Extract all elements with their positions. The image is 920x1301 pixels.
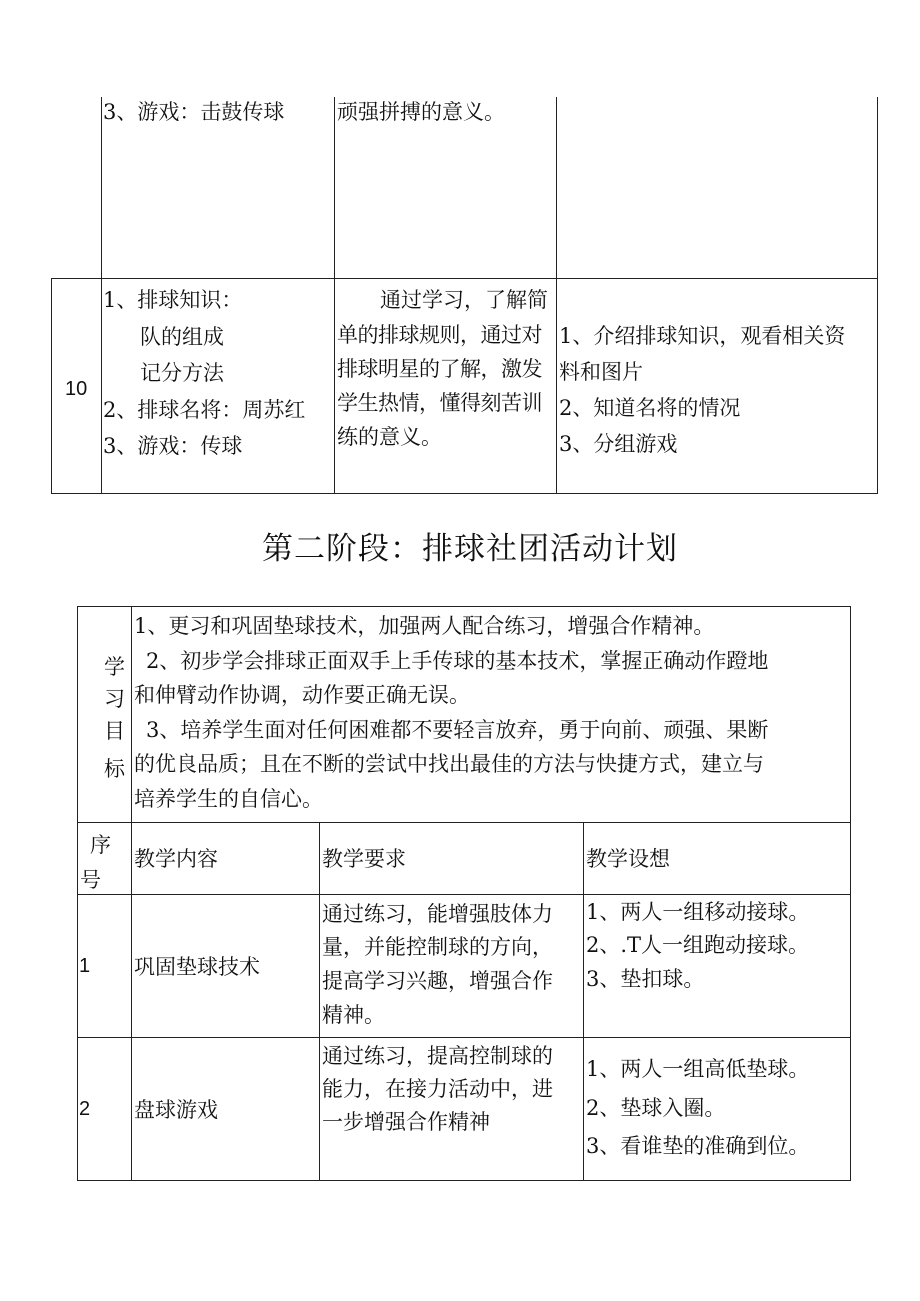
- goal-line: 和伸臂动作协调，动作要正确无误。: [134, 683, 470, 707]
- header-content: 教学内容: [134, 847, 218, 871]
- goal-line: 培养学生的自信心。: [134, 787, 323, 811]
- row-number: 1: [79, 955, 91, 977]
- table-cell: 3、游戏：击鼓传球: [103, 100, 285, 124]
- table-cell-line: 学生热情，懂得刻苦训: [337, 391, 542, 415]
- row-number: 2: [79, 1098, 91, 1120]
- table-cell-line: 队的组成: [140, 325, 224, 349]
- goal-line: 2、初步学会排球正面双手上手传球的基本技术，掌握正确动作蹬地: [146, 649, 769, 673]
- row-requirement-line: 一步增强合作精神: [322, 1110, 490, 1134]
- table-cell-line: 练的意义。: [337, 425, 442, 449]
- header-no: 号: [80, 868, 101, 892]
- goal-label-char: 习: [104, 687, 125, 711]
- goal-label-char: 学: [104, 655, 125, 679]
- goal-line: 的优良品质；且在不断的尝试中找出最佳的方法与快捷方式，建立与: [134, 752, 764, 776]
- table-cell-line: 1、排球知识：: [103, 288, 243, 312]
- row-design-line: 3、垫扣球。: [586, 967, 705, 991]
- row-design-line: 1、两人一组高低垫球。: [586, 1057, 810, 1081]
- goal-label-char: 标: [104, 757, 125, 781]
- row-design-line: 2、垫球入圈。: [586, 1096, 726, 1120]
- row-content: 巩固垫球技术: [134, 955, 260, 979]
- goal-line: 3、培养学生面对任何困难都不要轻言放弃，勇于向前、顽强、果断: [146, 718, 769, 742]
- row-design-line: 1、两人一组移动接球。: [586, 900, 810, 924]
- goal-label-char: 目: [104, 719, 125, 743]
- section-title: 第二阶段：排球社团活动计划: [262, 531, 678, 567]
- table-cell-line: 记分方法: [140, 361, 224, 385]
- table-cell-line: 3、分组游戏: [559, 432, 678, 456]
- row-requirement-line: 通过练习，能增强肢体力: [322, 902, 553, 926]
- goal-line: 1、更习和巩固垫球技术，加强两人配合练习，增强合作精神。: [134, 614, 715, 638]
- table-cell-line: 通过学习，了解简: [380, 288, 548, 312]
- row-requirement-line: 能力，在接力活动中，进: [322, 1077, 553, 1101]
- row-requirement-line: 通过练习，提高控制球的: [322, 1044, 553, 1068]
- table-cell-line: 单的排球规则，通过对: [337, 323, 542, 347]
- table-cell-line: 2、知道名将的情况: [559, 396, 741, 420]
- table-cell: 顽强拼搏的意义。: [337, 100, 505, 124]
- table-cell-line: 料和图片: [559, 360, 643, 384]
- row-requirement-line: 精神。: [322, 1003, 385, 1027]
- table-cell-line: 3、游戏：传球: [103, 434, 243, 458]
- header-design: 教学设想: [586, 847, 670, 871]
- row-requirement-line: 量，并能控制球的方向，: [322, 935, 553, 959]
- header-no: 序: [90, 833, 111, 857]
- table-cell-line: 排球明星的了解，激发: [337, 357, 542, 381]
- row-content: 盘球游戏: [134, 1098, 218, 1122]
- table-cell-line: 1、介绍排球知识，观看相关资: [559, 324, 846, 348]
- row-design-line: 2、.T人一组跑动接球。: [586, 933, 810, 957]
- table-cell-line: 2、排球名将：周苏红: [103, 398, 306, 422]
- row-requirement-line: 提高学习兴趣，增强合作: [322, 969, 553, 993]
- row-design-line: 3、看谁垫的准确到位。: [586, 1134, 810, 1158]
- header-requirement: 教学要求: [322, 847, 406, 871]
- row-number: 10: [65, 378, 88, 400]
